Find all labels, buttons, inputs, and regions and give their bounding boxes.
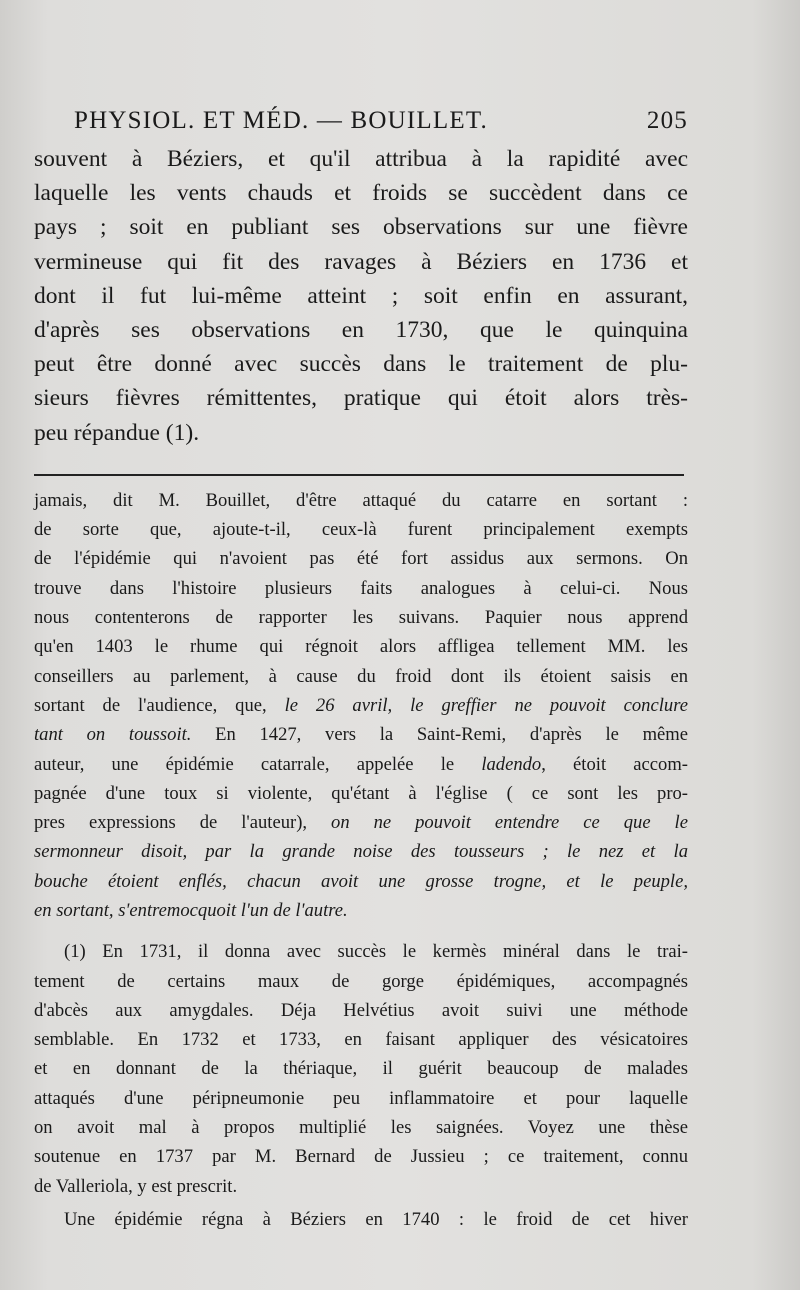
text-line: sieurs fièvres rémittentes, pratique qui étoit alors très-	[34, 385, 688, 412]
footnote-quote: bouche étoient enflés, chacun avoit une grosse trogne, et le peuple,	[34, 870, 688, 892]
footnote-line: pagnée d'une toux si violente, qu'étant à l'église ( ce sont les pro-	[34, 782, 688, 804]
footnote-line: et en donnant de la thériaque, il guérit beaucoup de malades	[34, 1058, 688, 1080]
footnote-line: (1) En 1731, il donna avec succès le kermès minéral dans le trai-	[64, 941, 688, 963]
footnote-line: conseillers au parlement, à cause du froid dont ils étoient saisis en	[34, 665, 688, 687]
footnote-line	[34, 691, 688, 720]
footnote-quote: tant on toussoit.	[34, 724, 192, 746]
footnote-text: , étoit accom-	[541, 753, 689, 775]
footnote-line: jamais, dit M. Bouillet, d'être attaqué du catarre en sortant :	[34, 489, 688, 511]
footnote-quote: on ne pouvoit entendre ce que le	[331, 812, 688, 834]
running-title: PHYSIOL. ET MÉD. — BOUILLET.	[74, 107, 488, 134]
footnote-line: d'abcès aux amygdales. Déja Helvétius avoit suivi une méthode	[34, 999, 688, 1021]
footnote-line: de sorte que, ajoute-t-il, ceux-là furent principalement exempts	[34, 519, 688, 541]
footnote-continued	[34, 486, 688, 925]
footnote-line	[34, 750, 688, 779]
footnote-quote: le 26 avril, le greffier ne pouvoit conclure	[284, 694, 688, 716]
footnote-line	[34, 867, 688, 896]
footnote-line: trouve dans l'histoire plusieurs faits analogues à celui-ci. Nous	[34, 577, 688, 599]
continuing-text-line: Une épidémie régna à Béziers en 1740 : le froid de cet hiver	[64, 1208, 688, 1230]
footnote-line	[34, 808, 688, 837]
text-line: vermineuse qui fit des ravages à Béziers en 1736 et	[34, 248, 688, 275]
page-number: 205	[646, 107, 688, 134]
footnote-separator	[34, 474, 684, 476]
footnote-text: auteur, une épidémie catarrale, appelée le	[34, 753, 482, 775]
footnote-line	[34, 720, 688, 749]
footnote-line: attaqués d'une péripneumonie peu inflammatoire et pour laquelle	[34, 1087, 688, 1109]
page-content	[34, 100, 688, 1234]
text-line: pays ; soit en publiant ses observations sur une fièvre	[34, 214, 688, 241]
footnote-quote: sermonneur disoit, par la grande noise des tousseurs ; le nez et la	[34, 841, 688, 863]
text-line: d'après ses observations en 1730, que le quinquina	[34, 317, 688, 344]
footnote-text: pres expressions de l'auteur),	[34, 812, 332, 834]
text-line: peu répandue (1).	[34, 419, 200, 446]
footnote-line: on avoit mal à propos multiplié les saignées. Voyez une thèse	[34, 1117, 688, 1139]
running-header	[74, 100, 688, 142]
footnote-line: soutenue en 1737 par M. Bernard de Jussieu ; ce traitement, connu	[34, 1146, 688, 1168]
main-paragraph	[34, 142, 688, 450]
footnote-line: de Valleriola, y est prescrit.	[34, 1175, 238, 1197]
footnote-1	[34, 937, 688, 1234]
footnote-text: sortant de l'audience, que,	[34, 694, 285, 716]
text-line: peut être donné avec succès dans le traitement de plu-	[34, 351, 688, 378]
footnote-text: En 1427, vers la Saint-Remi, d'après le même	[191, 724, 688, 746]
footnote-line	[34, 896, 688, 925]
footnote-line: de l'épidémie qui n'avoient pas été fort assidus aux sermons. On	[34, 548, 688, 570]
text-line: laquelle les vents chauds et froids se succèdent dans ce	[34, 180, 688, 207]
footnote-line: qu'en 1403 le rhume qui régnoit alors affligea tellement MM. les	[34, 636, 688, 658]
footnote-line: tement de certains maux de gorge épidémiques, accompagnés	[34, 970, 688, 992]
footnote-gap	[34, 925, 688, 937]
footnote-line	[34, 837, 688, 866]
text-line: souvent à Béziers, et qu'il attribua à la rapidité avec	[34, 146, 688, 172]
text-line: dont il fut lui-même atteint ; soit enfin en assurant,	[34, 282, 688, 309]
footnote-line: nous contenterons de rapporter les suivans. Paquier nous apprend	[34, 607, 688, 629]
footnote-term: ladendo	[481, 753, 542, 775]
footnote-line: semblable. En 1732 et 1733, en faisant appliquer des vésicatoires	[34, 1029, 688, 1051]
footnote-quote: en sortant, s'entremocquoit l'un de l'autre.	[34, 899, 348, 921]
